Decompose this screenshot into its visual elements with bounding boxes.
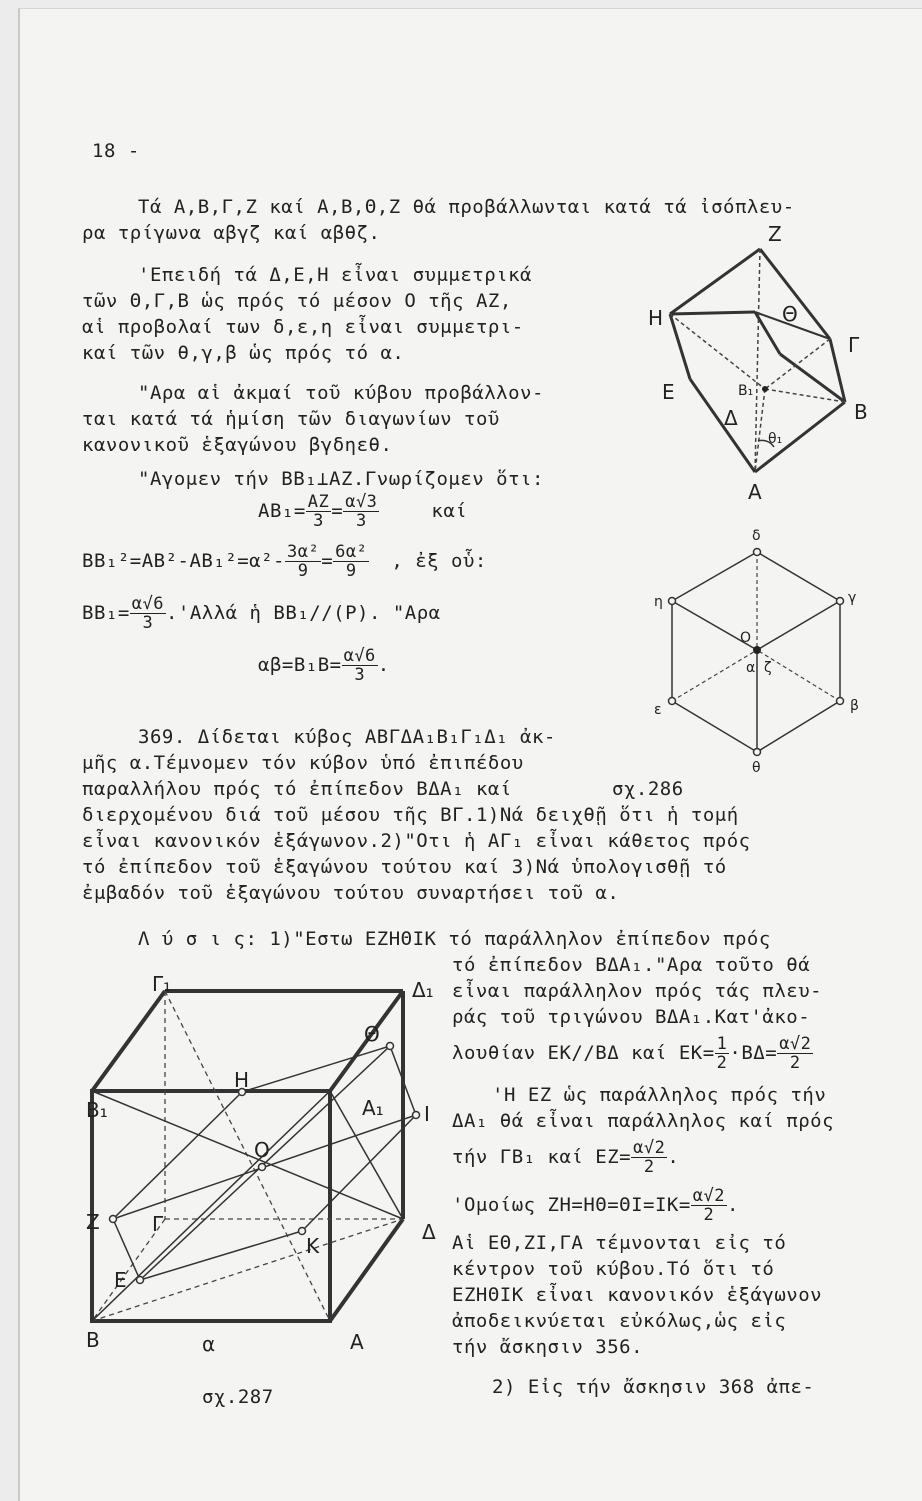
eq1-den2: 3	[355, 511, 367, 531]
hex-g-o	[757, 601, 840, 650]
hex-z-h	[113, 1092, 242, 1219]
hex-e-th	[672, 701, 757, 752]
eq1-frac1	[306, 493, 331, 530]
fig287-label-d1: Δ₁	[412, 978, 434, 1002]
para3-line3: κανονικοῦ ἑξαγώνου βγδηεθ.	[82, 434, 393, 456]
solution-right-2: εἶναι παράλληλον πρός τάς πλευ-	[452, 980, 823, 1002]
fig287-label-a1: A₁	[362, 1096, 384, 1120]
edge-zh	[670, 249, 760, 314]
para2-line2: τῶν Θ,Γ,Β ὡς πρός τό μέσον Ο τῆς ΑΖ,	[82, 290, 512, 312]
solution-right-3: ράς τοῦ τριγώνου ΒΔΑ₁.Κατ'ἀκο-	[452, 1006, 811, 1028]
hex-b-th	[757, 701, 840, 752]
eq7-frac	[691, 1187, 727, 1224]
solution-end-4: ἀποδεικνύεται εὐκόλως,ὡς εἰς	[452, 1310, 787, 1332]
hex-label-th: θ	[752, 760, 761, 774]
hex-label-z: ζ	[764, 660, 772, 676]
eq2-eq: =	[321, 550, 334, 572]
eq1-frac2	[343, 493, 379, 530]
eq3-frac	[130, 595, 166, 632]
eq7-lhs: 'Ομοίως ΖΗ=ΗΘ=ΘΙ=ΙΚ=	[452, 1194, 691, 1216]
para3-line2: ται κατά τά ἡμίση τῶν διαγωνίων τοῦ	[82, 408, 500, 430]
hex-k-i	[302, 1115, 416, 1231]
para1-line1: Τά Α,Β,Γ,Ζ καί Α,Β,Θ,Ζ θά προβάλλωνται κατά τά ἰσόπλευ-	[138, 196, 795, 218]
vertex-b	[837, 698, 844, 705]
eq5-lhs: λουθίαν ΕΚ//ΒΔ καί ΕΚ=	[452, 1042, 715, 1064]
point-k	[299, 1228, 306, 1235]
equation-ek	[452, 1035, 813, 1072]
hex-label-e: ε	[654, 702, 662, 718]
eq7-den: 2	[703, 1205, 715, 1225]
eq4-num: α√6	[343, 646, 376, 666]
label-theta: Θ	[782, 302, 798, 326]
page-number: 18 -	[92, 140, 140, 162]
label-delta: Δ	[724, 406, 738, 430]
eq1-tail: καί	[431, 500, 468, 522]
vertex-d	[754, 549, 761, 556]
fig287-label-th: Θ	[364, 1022, 380, 1046]
para4: "Αγομεν τήν ΒΒ₁⊥ΑΖ.Γνωρίζομεν ὅτι:	[138, 468, 544, 490]
fig287-caption: σχ.287	[202, 1386, 274, 1408]
fig287-label-b1: B₁	[86, 1098, 108, 1122]
eq2-frac1	[285, 543, 321, 580]
problem-line6: τό ἐπίπεδον τοῦ ἑξαγώνου τούτου καί 3)Νά ὑπολογισθῇ τό	[82, 856, 727, 878]
point-e	[137, 1277, 144, 1284]
dashed-b1b	[765, 389, 845, 402]
eq5-mid: ·ΒΔ=	[729, 1042, 778, 1064]
eq7-num: α√2	[692, 1186, 725, 1206]
label-e: E	[662, 380, 675, 404]
solution-heading: Λ ύ σ ι ς: 1)"Εστω ΕΖΗΘΙΚ τό παράλληλον ἐπίπεδον πρός	[138, 928, 771, 950]
vertex-th	[754, 749, 761, 756]
equation-bb1	[82, 595, 441, 632]
figure-287-cube	[60, 969, 450, 1369]
eq3-den: 3	[142, 613, 154, 633]
eq6-lhs: τήν ΓΒ₁ καί ΕΖ=	[452, 1146, 632, 1168]
hex-label-b: β	[850, 698, 859, 714]
eq5-frac1	[715, 1035, 730, 1072]
eq1-eq: =	[331, 500, 344, 522]
fig287-label-h: H	[234, 1068, 250, 1092]
hex-e-k	[140, 1231, 302, 1280]
problem-line3: παραλλήλου πρός τό ἐπίπεδον ΒΔΑ₁ καί	[82, 778, 512, 800]
eq2-frac2	[333, 543, 369, 580]
eq1-num1: ΑΖ	[307, 492, 330, 512]
label-h: H	[648, 306, 664, 330]
point-b1	[762, 386, 768, 392]
figure-cube-projection	[640, 219, 890, 509]
hex-dash-e	[672, 650, 757, 701]
para2-line3: αἱ προβολαί των δ,ε,η εἶναι συμμετρι-	[82, 316, 524, 338]
fig286-caption: σχ.286	[612, 778, 684, 800]
fig287-label-o: O	[254, 1138, 270, 1162]
fig287-label-d: Δ	[422, 1220, 436, 1244]
solution-end-1: Αἱ ΕΘ,ΖΙ,ΓΑ τέμνονται εἰς τό	[452, 1232, 787, 1254]
label-a: A	[748, 480, 762, 504]
eq6-num: α√2	[633, 1138, 666, 1158]
eq2-den1: 9	[297, 561, 309, 581]
para2-line4: καί τῶν θ,γ,β ὡς πρός τό α.	[82, 342, 405, 364]
para3-line1: "Αρα αἱ ἀκμαί τοῦ κύβου προβάλλον-	[138, 382, 544, 404]
solution-mid-1: 'Η ΕΖ ὡς παράλληλος πρός τήν	[492, 1084, 827, 1106]
eq6-frac	[631, 1139, 667, 1176]
eq4-lhs: αβ=Β₁Β=	[258, 654, 342, 676]
center-o	[753, 646, 761, 654]
problem-line7: ἐμβαδόν τοῦ ἑξαγώνου τούτου συναρτήσει τοῦ α.	[82, 882, 620, 904]
fig287-label-b: B	[86, 1328, 100, 1352]
hex-d-eta	[672, 552, 757, 601]
eq2-num2: 6α²	[335, 542, 368, 562]
point-o	[259, 1164, 266, 1171]
diag-g1-a	[165, 991, 330, 1321]
equation-ez	[452, 1139, 679, 1176]
eq1-den1: 3	[313, 511, 324, 531]
solution-end-3: ΕΖΗΘΙΚ εἶναι κανονικόν ἑξάγωνον	[452, 1284, 823, 1306]
eq7-tail: .	[727, 1194, 739, 1216]
eq2-den2: 9	[345, 561, 357, 581]
diag-b1-d	[92, 1091, 403, 1219]
hex-d-g	[757, 552, 840, 601]
eq1-num2: α√3	[345, 492, 378, 512]
edge-a-d	[330, 1219, 403, 1321]
fig287-label-i: I	[424, 1102, 430, 1126]
problem-line4: διερχομένου διά τοῦ μέσου τῆς ΒΓ.1)Νά δειχθῇ ὅτι ἡ τομή	[82, 804, 739, 826]
dashed-b1a	[755, 389, 765, 472]
eq4-tail: .	[377, 654, 390, 676]
point-th	[387, 1043, 394, 1050]
dashed-h	[670, 314, 765, 389]
para1-line2: ρα τρίγωνα αβγζ καί αβθζ.	[82, 222, 381, 244]
eq3-tail: .'Αλλά ἡ ΒΒ₁//(Ρ). "Αρα	[165, 602, 441, 624]
eq5-num1: 1	[716, 1034, 728, 1054]
eq3-lhs: ΒΒ₁=	[82, 602, 130, 624]
label-b1: B₁	[738, 383, 754, 399]
last-line: 2) Εἰς τήν ἄσκησιν 368 ἀπε-	[492, 1376, 815, 1398]
para2-line1: 'Επειδή τά Δ,Ε,Η εἶναι συμμετρικά	[138, 264, 532, 286]
equation-bb1-squared	[82, 543, 487, 580]
book-page	[18, 8, 922, 1501]
fig287-label-g1: Γ₁	[152, 972, 172, 996]
hex-label-d: δ	[752, 528, 761, 544]
eq5-num2: α√2	[779, 1034, 812, 1054]
eq6-den: 2	[643, 1157, 655, 1177]
eq2-num1: 3α²	[286, 542, 320, 562]
edge-hth	[670, 312, 755, 314]
label-theta1: θ₁	[768, 431, 783, 447]
diag-b-d	[92, 1219, 403, 1321]
point-i	[413, 1112, 420, 1119]
eq2-lhs: ΒΒ₁²=ΑΒ²-ΑΒ₁²=α²-	[82, 550, 285, 572]
eq5-frac2	[777, 1035, 813, 1072]
eq6-tail: .	[667, 1146, 680, 1168]
hex-label-g: γ	[848, 590, 857, 606]
vertex-eta	[669, 598, 676, 605]
eq3-num: α√6	[131, 594, 164, 614]
eq5-den1: 2	[716, 1053, 728, 1073]
fig287-label-e: E	[114, 1268, 127, 1292]
solution-right-1: τό ἐπίπεδον ΒΔΑ₁."Αρα τοῦτο θά	[452, 954, 811, 976]
edge-b1-g1	[92, 991, 165, 1091]
fig287-label-z: Z	[86, 1210, 100, 1234]
label-b: B	[854, 400, 868, 424]
eq4-den: 3	[354, 665, 366, 685]
problem-line2: μῆς α.Τέμνομεν τόν κύβον ὑπό ἐπιπέδου	[82, 752, 524, 774]
equation-similarly	[452, 1187, 739, 1224]
label-z: Z	[768, 222, 782, 246]
fig287-label-k: K	[306, 1234, 320, 1258]
hex-h-th	[242, 1046, 390, 1092]
equation-ab1	[258, 493, 467, 530]
hex-label-o: O	[740, 630, 752, 646]
hex-label-eta: η	[654, 594, 663, 610]
problem-line5: εἶναι κανονικόν ἑξάγωνον.2)"Οτι ἡ ΑΓ₁ εἶναι κάθετος πρός	[82, 830, 751, 852]
solution-end-5: τήν ἄσκησιν 356.	[452, 1336, 644, 1358]
problem-line1: 369. Δίδεται κύβος ΑΒΓΔΑ₁Β₁Γ₁Δ₁ ἀκ-	[138, 726, 556, 748]
eq4-frac	[342, 647, 378, 684]
fig287-label-g: Γ	[152, 1212, 164, 1236]
fig287-label-a: A	[350, 1330, 364, 1354]
solution-mid-2: ΔΑ₁ θά εἶναι παράλληλος καί πρός	[452, 1110, 835, 1132]
point-z	[110, 1216, 117, 1223]
fig287-label-alpha: α	[202, 1332, 216, 1356]
eq5-den2: 2	[789, 1053, 801, 1073]
eq2-tail: , ἐξ οὗ:	[391, 550, 487, 572]
eq1-lhs: ΑΒ₁=	[258, 500, 306, 522]
line-e-th	[140, 1046, 390, 1280]
edge-he	[670, 314, 690, 379]
hex-label-a: α	[746, 660, 756, 676]
vertex-e	[669, 698, 676, 705]
label-gamma: Γ	[848, 333, 860, 357]
solution-end-2: κέντρον τοῦ κύβου.Τό ὅτι τό	[452, 1258, 775, 1280]
diag-b-a1	[92, 1091, 330, 1321]
vertex-g	[837, 598, 844, 605]
figure-hexagon	[640, 524, 890, 774]
equation-alpha-beta	[258, 647, 390, 684]
